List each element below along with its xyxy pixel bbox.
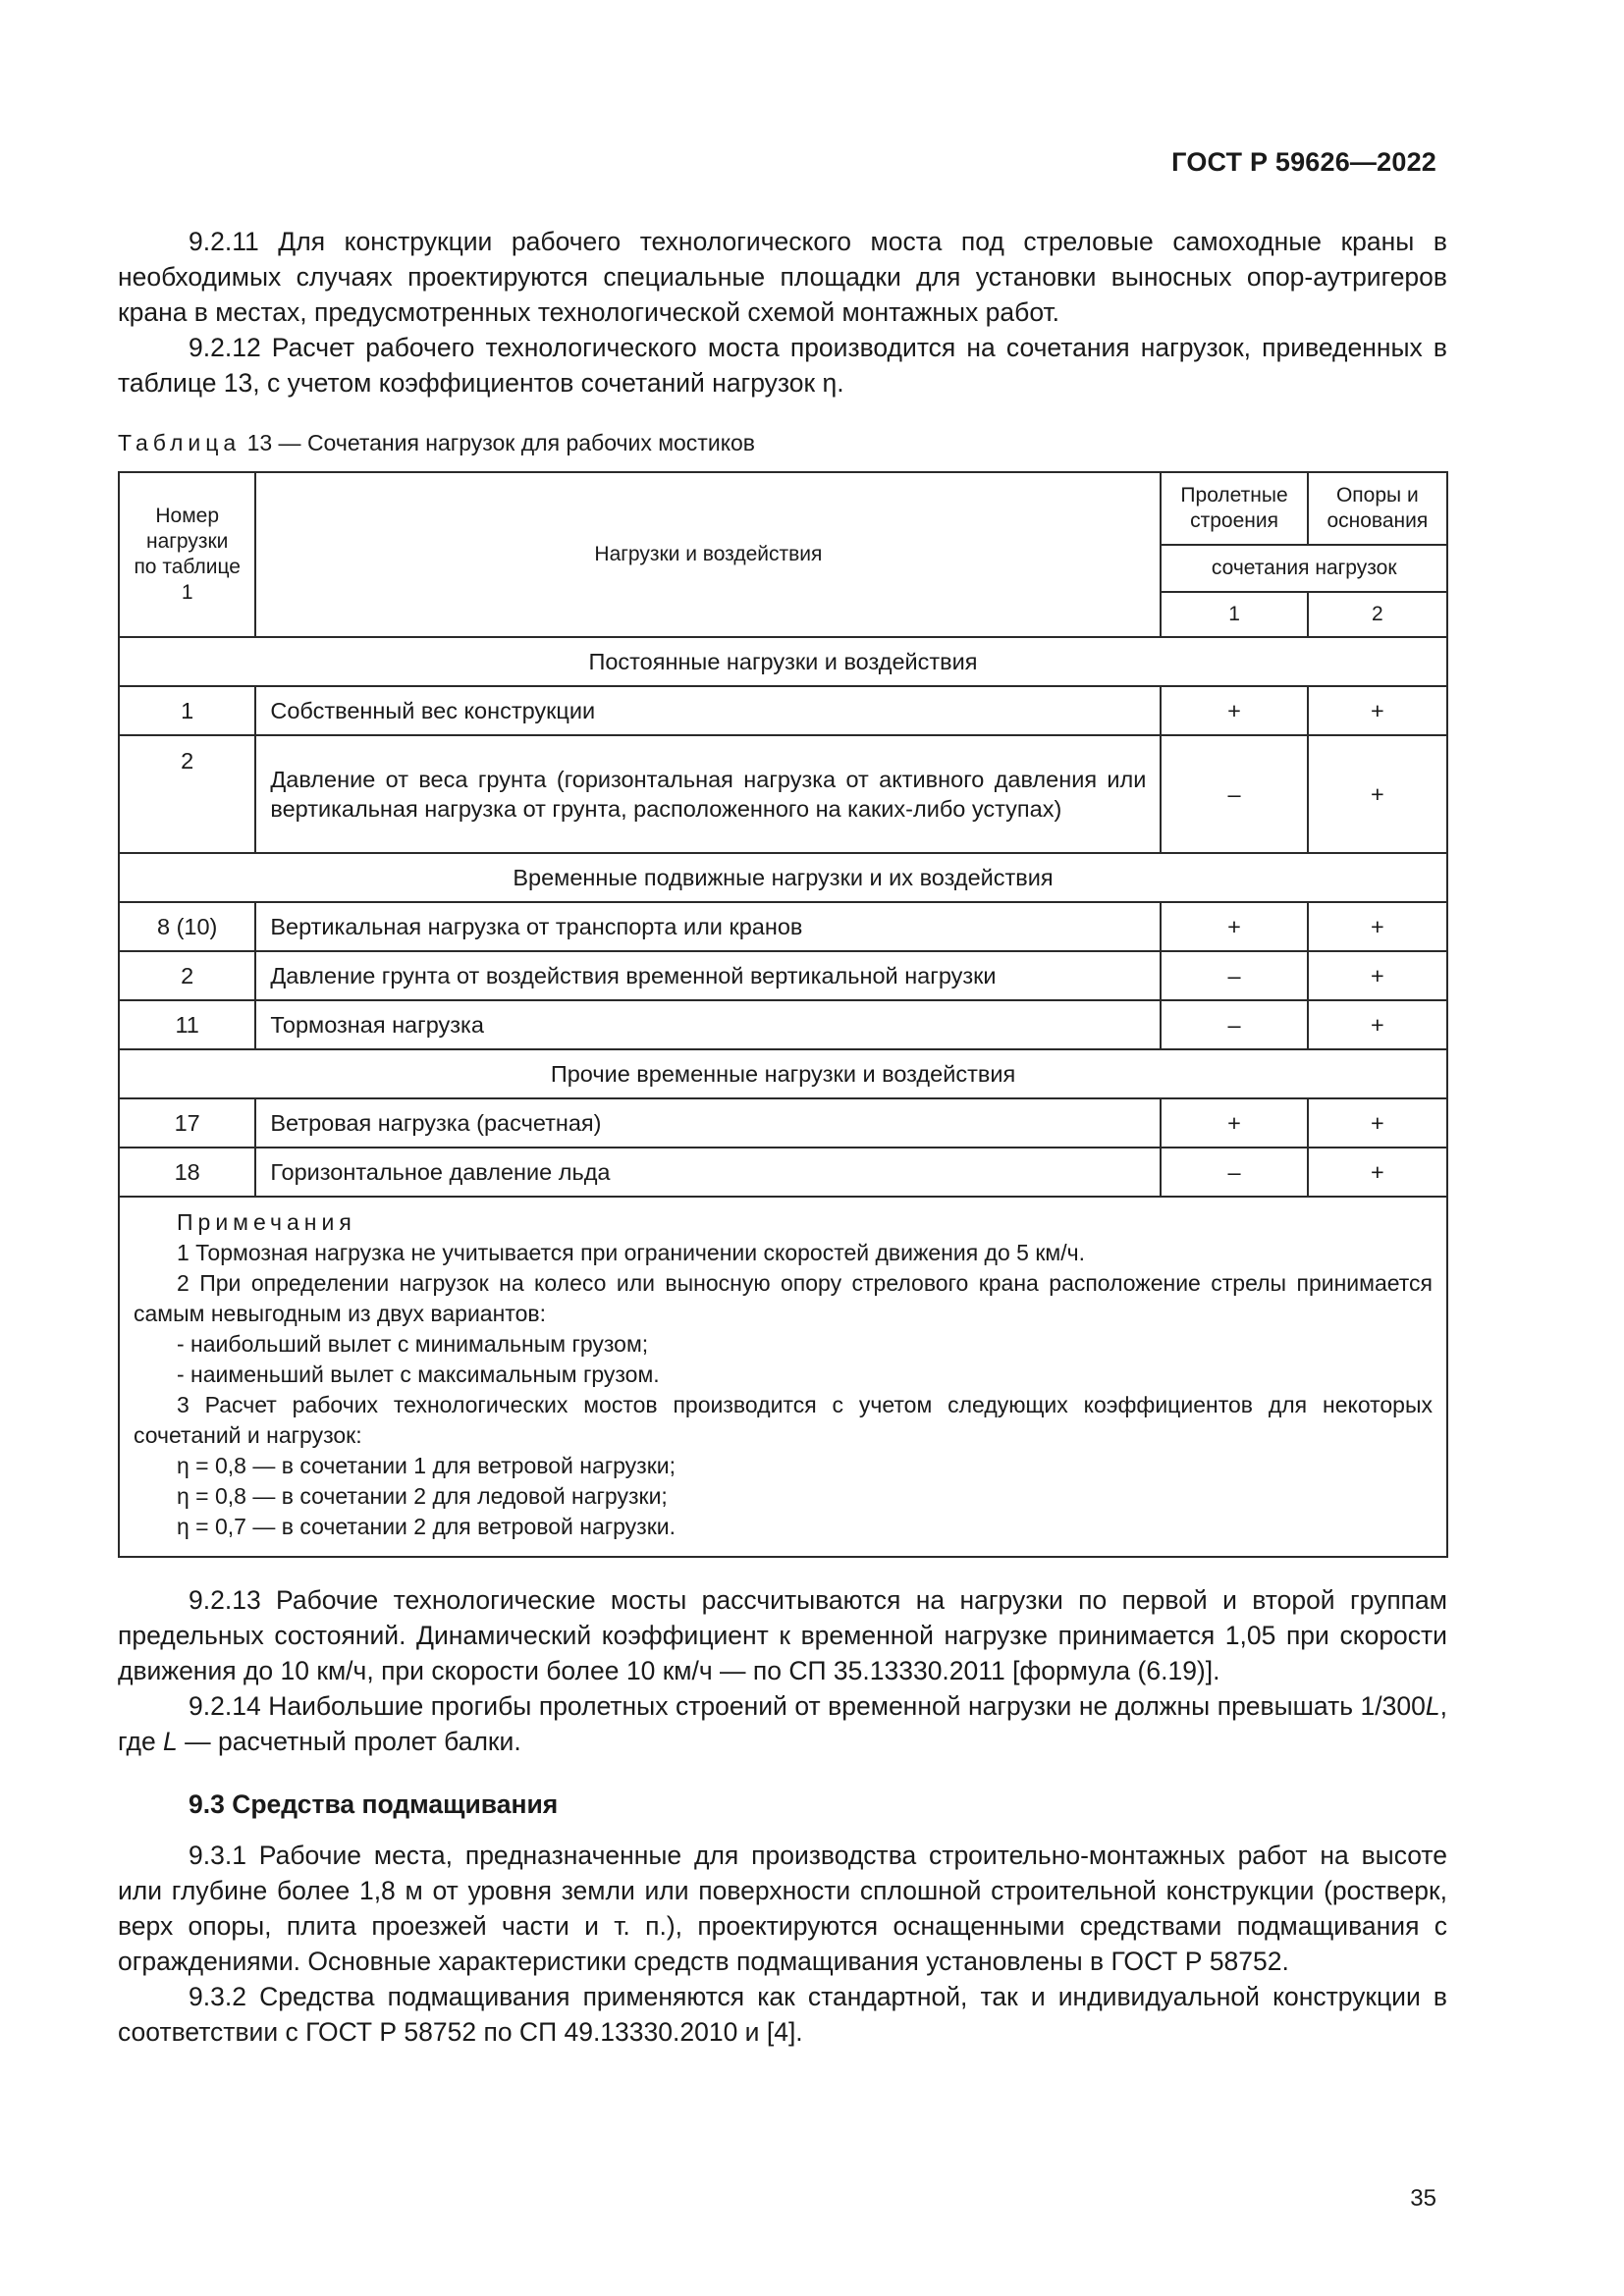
paragraph-9-2-11: 9.2.11 Для конструкции рабочего технологического моста под стреловые самоходные краны в необходимых случаях проектируются специальные площадки для установки выносных опор-аутригеров крана в местах, предусмотренных технологической схемой монтажных работ. bbox=[118, 227, 1447, 327]
combination-1-value: – bbox=[1161, 951, 1307, 1000]
load-number: 1 bbox=[119, 686, 255, 735]
header-supports: Опоры и основания bbox=[1308, 472, 1447, 545]
table-caption bbox=[118, 428, 755, 457]
table-group-row bbox=[119, 853, 1447, 902]
table-group-row bbox=[119, 637, 1447, 686]
combination-1-value: + bbox=[1161, 1098, 1307, 1148]
note-3: 3 Расчет рабочих технологических мостов производится с учетом следующих коэффициентов для некоторых сочетаний и нагрузок: bbox=[134, 1392, 1433, 1448]
combination-2-value: + bbox=[1308, 951, 1447, 1000]
load-number: 2 bbox=[119, 951, 255, 1000]
load-combinations-table bbox=[118, 471, 1448, 1558]
combination-1-value: – bbox=[1161, 1000, 1307, 1049]
page-number: 35 bbox=[1410, 2185, 1436, 2212]
paragraph-9-2-14-end: — расчетный пролет балки. bbox=[177, 1727, 521, 1756]
load-text: Давление грунта от воздействия временной вертикальной нагрузки bbox=[255, 951, 1161, 1000]
header-load-number: Номер нагрузки по таблице 1 bbox=[119, 472, 255, 637]
intro-paragraphs bbox=[118, 224, 1447, 400]
combination-2-value: + bbox=[1308, 902, 1447, 951]
load-number: 17 bbox=[119, 1098, 255, 1148]
combination-2-value: + bbox=[1308, 1098, 1447, 1148]
section-heading: 9.3 Средства подмащивания bbox=[189, 1789, 559, 1819]
load-text: Вертикальная нагрузка от транспорта или кранов bbox=[255, 902, 1161, 951]
note-3-coef-c: η = 0,7 — в сочетании 2 для ветровой нагрузки. bbox=[177, 1514, 676, 1539]
load-text: Собственный вес конструкции bbox=[255, 686, 1161, 735]
load-number: 2 bbox=[119, 735, 255, 853]
paragraph-9-2-13: 9.2.13 Рабочие технологические мосты рассчитываются на нагрузки по первой и второй группам предельных состояний. Динамический коэффициент к временной нагрузке принимается 1,05 при скорости движения до 10 км/ч, при скорости более 10 км/ч — по СП 35.13330.2011 [формула (6.19)]. bbox=[118, 1585, 1447, 1685]
note-2-option-a: - наибольший вылет с минимальным грузом; bbox=[177, 1331, 649, 1357]
paragraph-9-2-14-mid: , где bbox=[118, 1691, 1447, 1756]
combination-1-value: + bbox=[1161, 902, 1307, 951]
combination-2-value: + bbox=[1308, 1148, 1447, 1197]
paragraph-9-3-1: 9.3.1 Рабочие места, предназначенные для производства строительно-монтажных работ на высоте или глубине более 1,8 м от уровня земли или поверхности сплошной строительной конструкции (ростверк, верх опоры, плита проезжей части и т. п.), проектируются оснащенными средствами подмащивания с ограждениями. Основные характеристики средств подмащивания установлены в ГОСТ Р 58752. bbox=[118, 1841, 1447, 1976]
header-combination-1: 1 bbox=[1161, 592, 1307, 637]
load-text: Тормозная нагрузка bbox=[255, 1000, 1161, 1049]
note-3-coef-a: η = 0,8 — в сочетании 1 для ветровой нагрузки; bbox=[177, 1453, 676, 1478]
load-text: Ветровая нагрузка (расчетная) bbox=[255, 1098, 1161, 1148]
load-number: 8 (10) bbox=[119, 902, 255, 951]
combination-2-value: + bbox=[1308, 686, 1447, 735]
table-group-row bbox=[119, 1049, 1447, 1098]
paragraph-9-3-2: 9.3.2 Средства подмащивания применяются как стандартной, так и индивидуальной конструкции в соответствии с ГОСТ Р 58752 по СП 49.13330.2010 и [4]. bbox=[118, 1982, 1447, 2047]
table-notes bbox=[119, 1197, 1447, 1557]
notes-title: Примечания bbox=[177, 1209, 356, 1235]
load-number: 18 bbox=[119, 1148, 255, 1197]
header-combination-2: 2 bbox=[1308, 592, 1447, 637]
group-title: Постоянные нагрузки и воздействия bbox=[119, 637, 1447, 686]
table-row bbox=[119, 1000, 1447, 1049]
load-text: Горизонтальное давление льда bbox=[255, 1148, 1161, 1197]
group-title: Прочие временные нагрузки и воздействия bbox=[119, 1049, 1447, 1098]
combination-1-value: + bbox=[1161, 686, 1307, 735]
table-caption-prefix: Таблица bbox=[118, 430, 242, 455]
header-spans: Пролетные строения bbox=[1161, 472, 1307, 545]
post-table-paragraphs bbox=[118, 1582, 1447, 1759]
table-row bbox=[119, 735, 1447, 853]
paragraph-9-2-12: 9.2.12 Расчет рабочего технологического моста производится на сочетания нагрузок, приведенных в таблице 13, с учетом коэффициентов сочетаний нагрузок η. bbox=[118, 333, 1447, 398]
table-caption-text: 13 — Сочетания нагрузок для рабочих мостиков bbox=[246, 430, 756, 455]
header-loads: Нагрузки и воздействия bbox=[255, 472, 1161, 637]
table-row bbox=[119, 1098, 1447, 1148]
paragraph-9-2-14-start: 9.2.14 Наибольшие прогибы пролетных строений от временной нагрузки не должны превышать 1/300 bbox=[189, 1691, 1426, 1721]
span-variable: L bbox=[163, 1727, 178, 1756]
note-2: 2 При определении нагрузок на колесо или выносную опору стрелового крана расположение стрелы принимается самым невыгодным из двух вариантов: bbox=[134, 1270, 1433, 1326]
span-variable: L bbox=[1425, 1691, 1440, 1721]
paragraph-9-2-14 bbox=[118, 1688, 1447, 1759]
load-number: 11 bbox=[119, 1000, 255, 1049]
table-notes-row bbox=[119, 1197, 1447, 1557]
load-text: Давление от веса грунта (горизонтальная нагрузка от активного давления или вертикальная нагрузка от грунта, расположенного на каких-либо уступах) bbox=[255, 735, 1161, 853]
note-3-coef-b: η = 0,8 — в сочетании 2 для ледовой нагрузки; bbox=[177, 1483, 668, 1509]
combination-1-value: – bbox=[1161, 735, 1307, 853]
table-row bbox=[119, 1148, 1447, 1197]
table-row bbox=[119, 686, 1447, 735]
section-paragraphs bbox=[118, 1838, 1447, 2050]
table-row bbox=[119, 951, 1447, 1000]
combination-1-value: – bbox=[1161, 1148, 1307, 1197]
group-title: Временные подвижные нагрузки и их воздействия bbox=[119, 853, 1447, 902]
section-heading-block bbox=[118, 1787, 1447, 1822]
combination-2-value: + bbox=[1308, 735, 1447, 853]
combination-2-value: + bbox=[1308, 1000, 1447, 1049]
note-2-option-b: - наименьший вылет с максимальным грузом. bbox=[177, 1362, 660, 1387]
note-1: 1 Тормозная нагрузка не учитывается при ограничении скоростей движения до 5 км/ч. bbox=[177, 1240, 1085, 1265]
header-combinations: сочетания нагрузок bbox=[1161, 545, 1447, 592]
table-row bbox=[119, 902, 1447, 951]
document-code: ГОСТ Р 59626—2022 bbox=[1171, 147, 1436, 177]
